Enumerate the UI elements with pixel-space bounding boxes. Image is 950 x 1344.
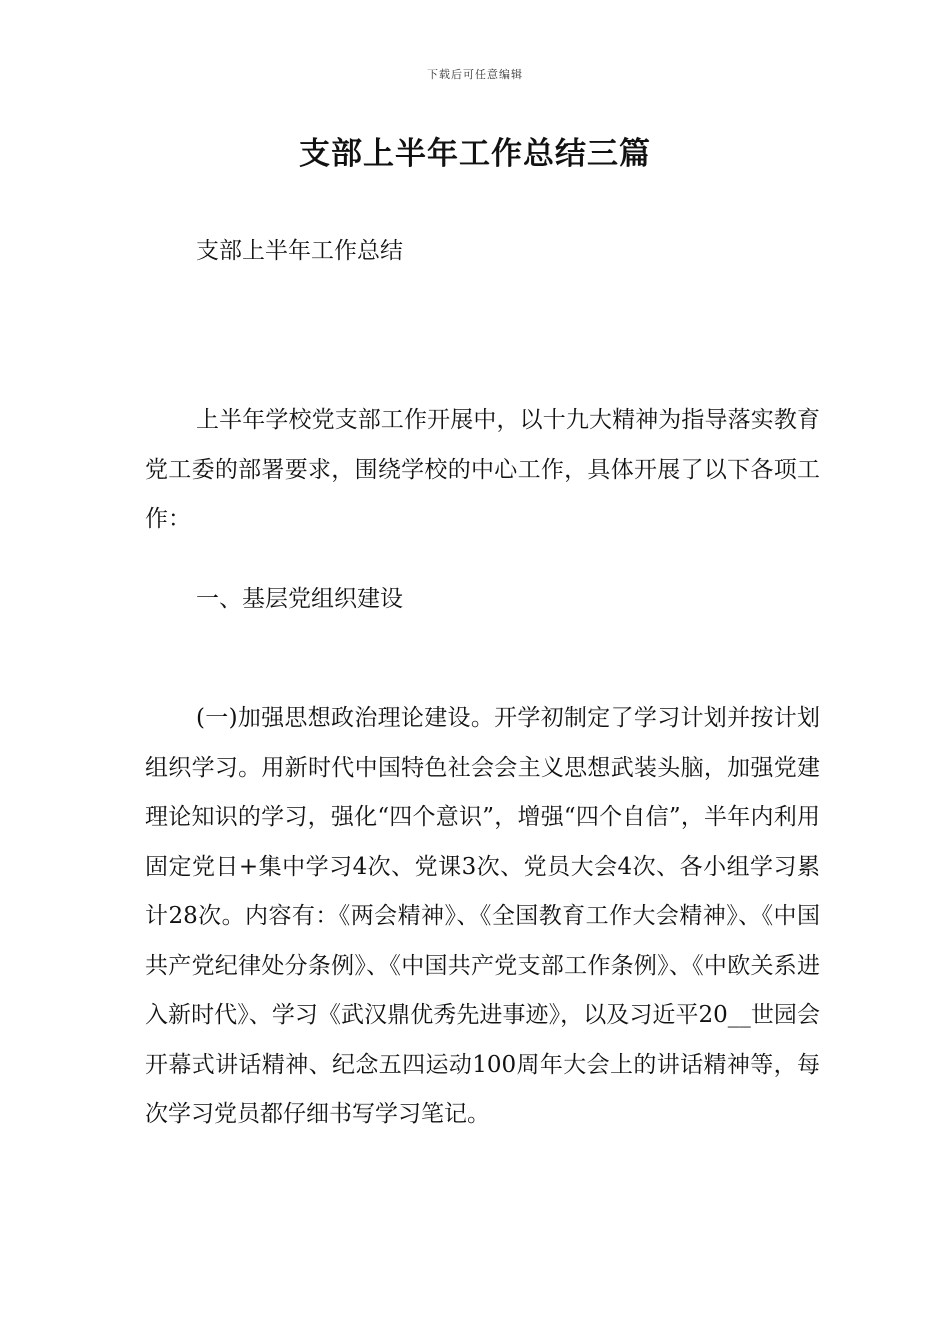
- document-subtitle: 支部上半年工作总结: [196, 238, 403, 264]
- header-note: 下载后可任意编辑: [427, 68, 523, 81]
- section-heading: 一、基层党组织建设: [196, 586, 403, 612]
- intro-paragraph: 上半年学校党支部工作开展中，以十九大精神为指导落实教育党工委的部署要求，围绕学校的中心工作，具体开展了以下各项工作：: [145, 407, 820, 532]
- body-paragraph: (一)加强思想政治理论建设。开学初制定了学习计划并按计划组织学习。用新时代中国特色社会会主义思想武装头脑，加强党建理论知识的学习，强化“四个意识”，增强“四个自信”，半年内利用固定党日+集中学习4次、党课3次、党员大会4次、各小组学习累计28次。内容有：《两会精神》、《全国教育工作大会精神》、《中国共产党纪律处分条例》、《中国共产党支部工作条例》、《中欧关系进入新时代》、学习《武汉鼎优秀先进事迹》，以及习近平20__世园会开幕式讲话精神、纪念五四运动100周年大会上的讲话精神等，每次学习党员都仔细书写学习笔记。: [145, 705, 820, 1127]
- page-title: 支部上半年工作总结三篇: [299, 136, 651, 172]
